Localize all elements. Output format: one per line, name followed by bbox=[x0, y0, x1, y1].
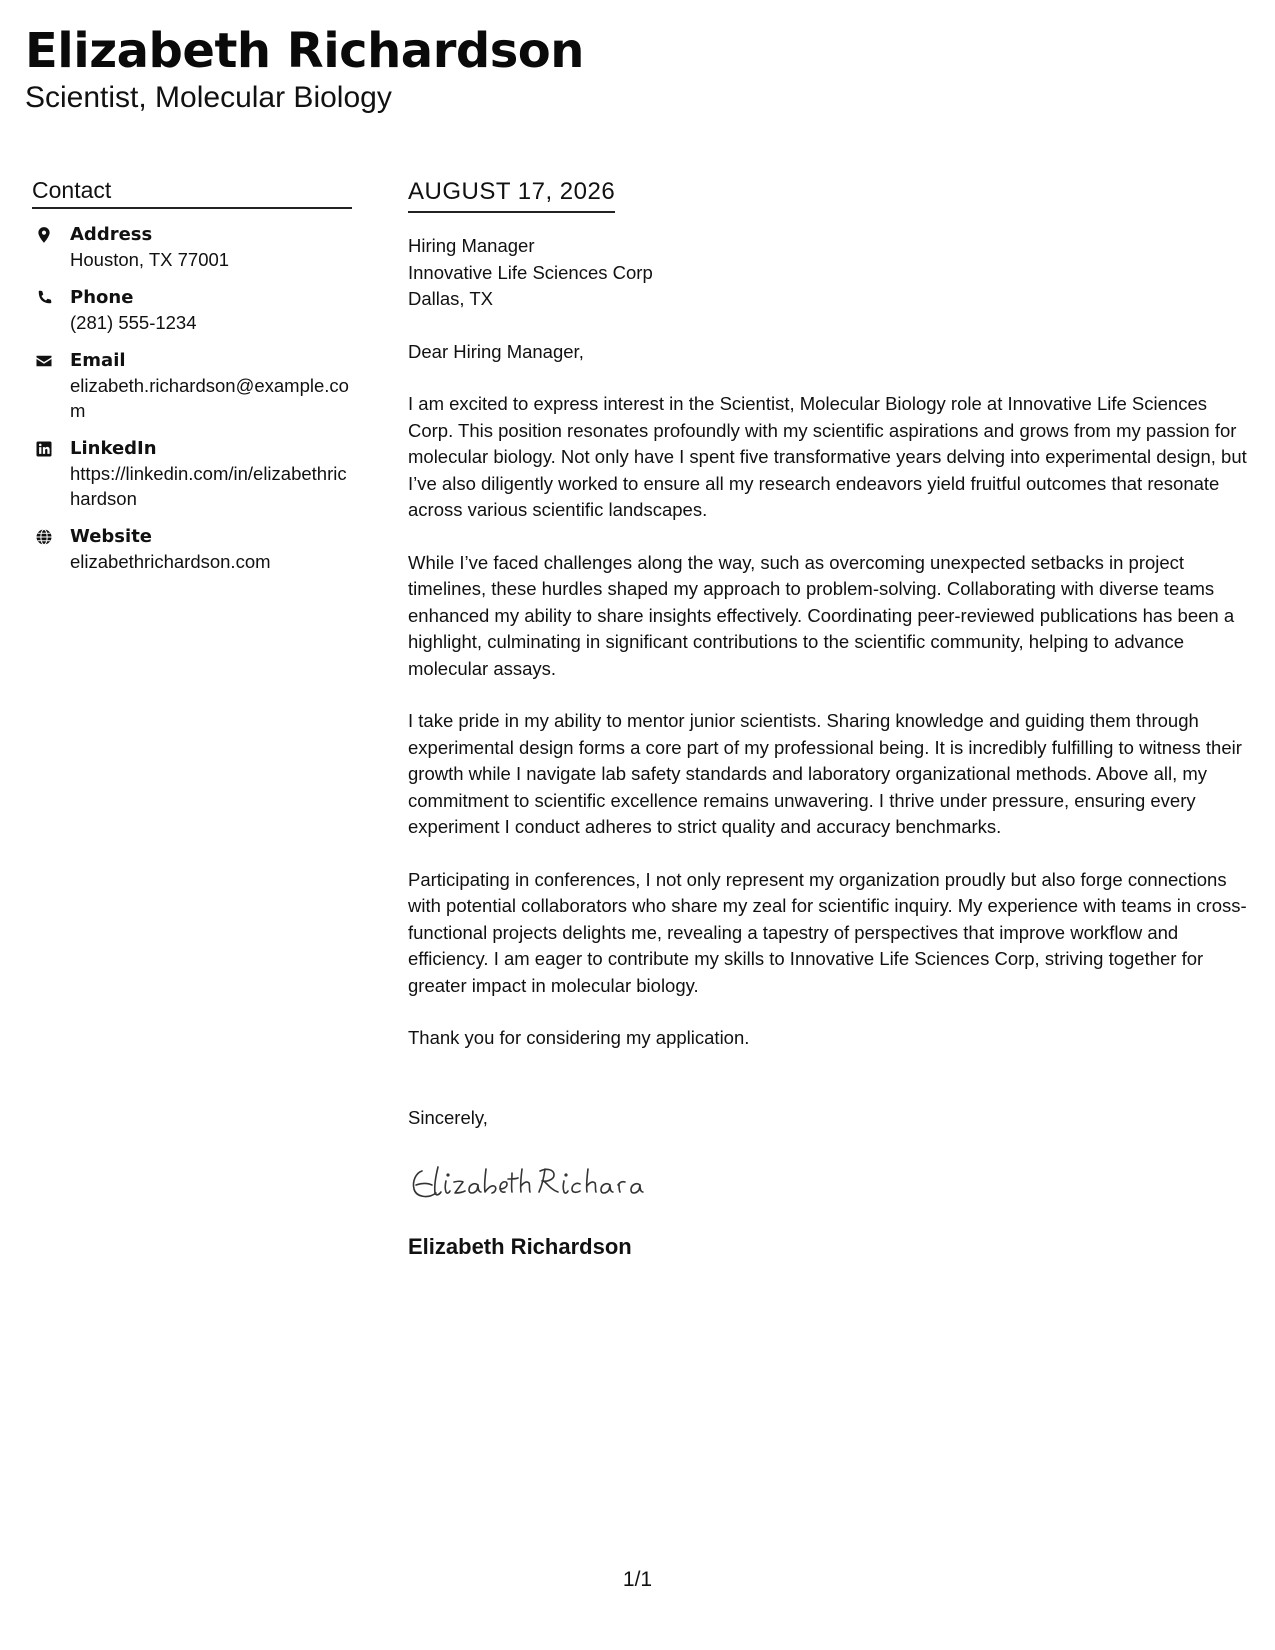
linkedin-value[interactable]: https://linkedin.com/in/elizabethrichardson bbox=[70, 463, 347, 509]
contact-sidebar bbox=[32, 175, 352, 588]
letter-date: AUGUST 17, 2026 bbox=[408, 176, 615, 213]
contact-linkedin bbox=[32, 437, 352, 511]
website-value[interactable]: elizabethrichardson.com bbox=[70, 551, 271, 572]
document-header bbox=[25, 22, 584, 116]
page-number: 1/1 bbox=[622, 1568, 653, 1591]
contact-email bbox=[32, 349, 352, 423]
address-value: Houston, TX 77001 bbox=[70, 249, 230, 270]
letter-paragraph: I am excited to express interest in the Scientist, Molecular Biology role at Innovative Life Sciences Corp. This position resonates profoundly with my scientific aspirations and grows from my passion for molecular biology. Not only have I spent five transformative years delving into experimental design, but I’ve also diligently worked to ensure all my research endeavors yield fruitful outcomes that resonate across various scientific landscapes. bbox=[408, 393, 1247, 520]
phone-icon bbox=[34, 288, 54, 308]
address-label: Address bbox=[70, 224, 153, 245]
email-value[interactable]: elizabeth.richardson@example.com bbox=[70, 375, 349, 421]
recipient-line: Innovative Life Sciences Corp bbox=[408, 261, 653, 283]
email-label: Email bbox=[70, 350, 126, 371]
globe-icon bbox=[34, 527, 54, 547]
contact-phone bbox=[32, 286, 352, 335]
letter-paragraph: I take pride in my ability to mentor junior scientists. Sharing knowledge and guiding them through experimental design forms a core part of my professional being. It is incredibly fulfilling to witness their growth while I navigate lab safety standards and laboratory organizational methods. Above all, my commitment to scientific excellence remains unwavering. I thrive under pressure, ensuring every experiment I conduct adheres to strict quality and accuracy benchmarks. bbox=[408, 710, 1242, 837]
letter-paragraph: Participating in conferences, I not only represent my organization proudly but also forge connections with potential collaborators who share my zeal for scientific inquiry. My experience with teams in cross-functional projects delights me, revealing a tapestry of perspectives that improve workflow and efficiency. I am eager to contribute my skills to Innovative Life Sciences Corp, striving together for greater impact in molecular biology. bbox=[408, 868, 1247, 996]
contact-website bbox=[32, 525, 352, 574]
applicant-name: Elizabeth Richardson bbox=[25, 23, 584, 79]
salutation: Dear Hiring Manager, bbox=[408, 340, 584, 362]
phone-label: Phone bbox=[70, 287, 134, 308]
recipient-block bbox=[408, 233, 1253, 313]
website-label: Website bbox=[70, 526, 153, 547]
signed-name: Elizabeth Richardson bbox=[408, 1234, 632, 1259]
phone-value: (281) 555-1234 bbox=[70, 312, 197, 333]
contact-address bbox=[32, 223, 352, 272]
linkedin-label: LinkedIn bbox=[70, 438, 157, 459]
letter-paragraph: While I’ve faced challenges along the way, such as overcoming unexpected setbacks in project timelines, these hurdles shaped my approach to problem-solving. Collaborating with diverse teams enhanced my ability to share insights effectively. Coordinating peer-reviewed publications has been a highlight, culminating in significant contributions to the scientific community, helping to advance molecular assays. bbox=[408, 551, 1235, 679]
handwritten-signature bbox=[408, 1159, 1253, 1219]
closing: Sincerely, bbox=[408, 1106, 488, 1128]
letter-body bbox=[408, 176, 1253, 1261]
applicant-role: Scientist, Molecular Biology bbox=[25, 81, 392, 114]
linkedin-icon bbox=[34, 439, 54, 459]
envelope-icon bbox=[34, 351, 54, 371]
recipient-line: Hiring Manager bbox=[408, 235, 535, 256]
letter-paragraph: Thank you for considering my application. bbox=[408, 1027, 750, 1048]
map-pin-icon bbox=[34, 225, 54, 245]
contact-heading: Contact bbox=[32, 175, 352, 209]
recipient-line: Dallas, TX bbox=[408, 288, 493, 309]
